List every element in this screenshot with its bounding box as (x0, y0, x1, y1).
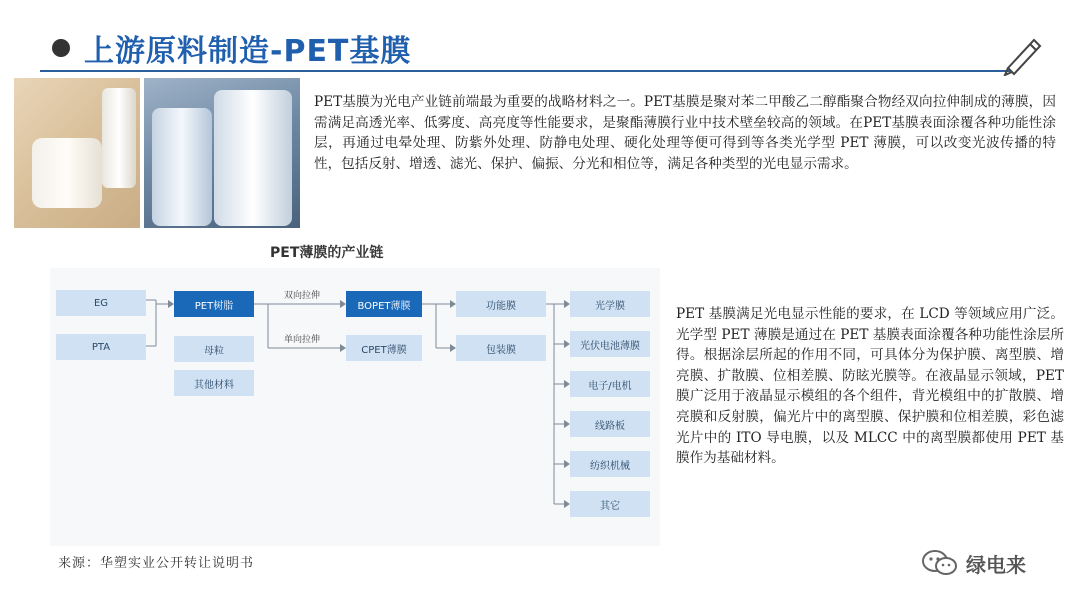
node-electronics: 电子/电机 (570, 371, 650, 397)
pen-icon (1000, 30, 1046, 76)
label-uniaxial: 单向拉伸 (284, 335, 321, 345)
source-note: 来源：华塑实业公开转让说明书 (58, 556, 255, 571)
node-bopet: BOPET薄膜 (346, 291, 422, 317)
node-functional-film: 功能膜 (456, 291, 546, 317)
node-other-materials: 其他材料 (174, 370, 254, 396)
intro-paragraph: PET基膜为光电产业链前端最为重要的战略材料之一。PET基膜是聚对苯二甲酸乙二醇酯聚合物经双向拉伸制成的薄膜，因需满足高透光率、低雾度、高亮度等性能要求，是聚酯薄膜行业中技术壁垒较高的领域。在PET基膜表面涂覆各种功能性涂层，再通过电晕处理、防紫外处理、防静电处理、硬化处理等便可得到等各类光学型 PET 薄膜，可以改变光波传播的特性，包括反射、增透、滤光、保护、偏振、分光和相位等，满足各种类型的光电显示需求。 (314, 94, 1056, 172)
watermark-text: 绿电来 (966, 552, 1026, 577)
bullet-dot (52, 39, 70, 57)
industry-chain-diagram (50, 268, 660, 546)
node-masterbatch: 母粒 (174, 336, 254, 362)
film-roll-photo-left (14, 78, 140, 228)
node-cpet: CPET薄膜 (346, 335, 422, 361)
node-pet-resin: PET树脂 (174, 291, 254, 317)
watermark (920, 548, 1026, 578)
node-optical-film: 光学膜 (570, 291, 650, 317)
node-others: 其它 (570, 491, 650, 517)
film-roll-photo-right (144, 78, 300, 228)
title-bar (52, 22, 411, 74)
node-circuit-board: 线路板 (570, 411, 650, 437)
wechat-icon (920, 548, 960, 578)
page-title: 上游原料制造-PET基膜 (84, 34, 412, 69)
title-underline (40, 70, 1010, 72)
chain-caption: PET薄膜的产业链 (270, 245, 384, 261)
node-packaging-film: 包装膜 (456, 335, 546, 361)
label-biaxial: 双向拉伸 (284, 291, 321, 301)
side-paragraph: PET 基膜满足光电显示性能的要求，在 LCD 等领域应用广泛。光学型 PET 薄膜是通过在 PET 基膜表面涂覆各种功能性涂层所得。根据涂层所起的作用不同，可具体分为保护膜、离型膜、增亮膜、扩散膜、位相差膜、防眩光膜等。在液晶显示领域，PET 膜广泛用于液晶显示模组的各个组件，背光模组中的扩散膜、增亮膜和反射膜，偏光片中的离型膜、保护膜和位相差膜，彩色滤光片中的 ITO 导电膜，以及 MLCC 中的离型膜都使用 PET 基膜作为基础材料。 (676, 306, 1064, 467)
node-pv-film: 光伏电池薄膜 (570, 331, 650, 357)
node-pta: PTA (56, 334, 146, 360)
node-eg: EG (56, 290, 146, 316)
node-textile-machinery: 纺织机械 (570, 451, 650, 477)
